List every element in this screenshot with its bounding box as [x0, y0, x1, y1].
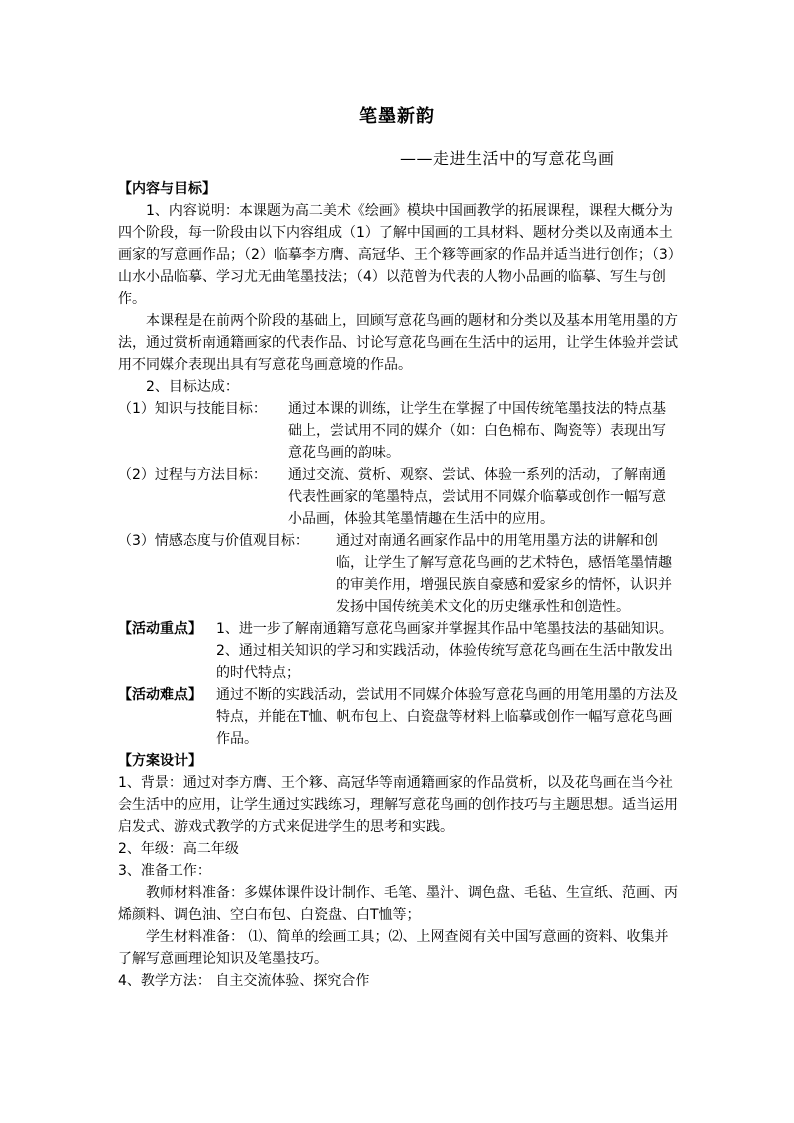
plan-grade: 2、年级：高二年级: [118, 841, 239, 857]
plan-teacher-prep: 教师材料准备：多媒体课件设计制作、毛笔、墨汁、调色盘、毛毡、生宣纸、范画、丙烯颜料、调色油、空白布包、白瓷盘、白T恤等；: [118, 885, 678, 923]
goal-knowledge-skills: [118, 398, 678, 464]
document-title: 笔墨新韵: [359, 106, 435, 127]
document-body: [118, 178, 678, 992]
key-points-section: [118, 618, 678, 684]
key-point-item: 1、进一步了解南通籍写意花鸟画家并掌握其作品中笔墨技法的基础知识。: [216, 621, 673, 637]
section-heading-plan: 【方案设计】: [118, 753, 202, 769]
goals-title: 2、目标达成：: [146, 379, 239, 395]
section-heading-key-points: 【活动重点】: [118, 621, 202, 637]
plan-methods: 4、教学方法： 自主交流体验、探究合作: [118, 973, 370, 989]
goal-text: 通过本课的训练，让学生在掌握了中国传统笔墨技法的特点基础上，尝试用不同的媒介（如：白色棉布、陶瓷等）表现出写意花鸟画的韵味。: [288, 401, 666, 461]
plan-student-prep: 学生材料准备： ⑴、简单的绘画工具；⑵、上网查阅有关中国写意画的资料、收集并了解写意画理论知识及笔墨技巧。: [118, 929, 669, 967]
goal-emotion-values: [118, 530, 678, 618]
section-heading-difficulties: 【活动难点】: [118, 687, 202, 703]
plan-prep-title: 3、准备工作：: [118, 863, 211, 879]
content-description-paragraph: 1、内容说明：本课题为高二美术《绘画》模块中国画教学的拓展课程，课程大概分为四个阶段，每一阶段由以下内容组成（1）了解中国画的工具材料、题材分类以及南通本土画家的写意画作品；（2）临摹李方膺、高冠华、王个簃等画家的作品并适当进行创作；（3）山水小品临摹、学习尤无曲笔墨技法；（4）以范曾为代表的人物小品画的临摹、写生与创作。: [118, 203, 675, 307]
goal-label: （3）情感态度与价值观目标：: [118, 533, 309, 549]
course-overview-paragraph: 本课程是在前两个阶段的基础上，回顾写意花鸟画的题材和分类以及基本用笔用墨的方法，通过赏析南通籍画家的代表作品、讨论写意花鸟画在生活中的运用，让学生体验并尝试用不同媒介表现出具有写意花鸟画意境的作品。: [118, 313, 678, 373]
goal-text: 通过对南通名画家作品中的用笔用墨方法的讲解和创临，让学生了解写意花鸟画的艺术特色，感悟笔墨情趣的审美作用，增强民族自豪感和爱家乡的情怀，认识并发扬中国传统美术文化的历史继承性和创造性。: [336, 533, 672, 615]
document-subtitle: ——走进生活中的写意花鸟画: [400, 149, 615, 168]
goal-label: （1）知识与技能目标：: [118, 401, 267, 417]
section-heading-content-goals: 【内容与目标】: [118, 181, 216, 197]
goal-process-methods: [118, 464, 678, 530]
key-point-item: 2、通过相关知识的学习和实践活动，体验传统写意花鸟画在生活中散发出的时代特点；: [216, 643, 673, 681]
difficulties-text: 通过不断的实践活动，尝试用不同媒介体验写意花鸟画的用笔用墨的方法及特点，并能在T恤、帆布包上、白瓷盘等材料上临摹或创作一幅写意花鸟画作品。: [216, 687, 678, 747]
goal-label: （2）过程与方法目标：: [118, 467, 267, 483]
goal-text: 通过交流、赏析、观察、尝试、体验一系列的活动，了解南通代表性画家的笔墨特点，尝试用不同媒介临摹或创作一幅写意小品画，体验其笔墨情趣在生活中的应用。: [288, 467, 666, 527]
plan-background: 1、背景：通过对李方膺、王个簃、高冠华等南通籍画家的作品赏析，以及花鸟画在当今社会生活中的应用，让学生通过实践练习，理解写意花鸟画的创作技巧与主题思想。适当运用启发式、游戏式教学的方式来促进学生的思考和实践。: [118, 775, 678, 835]
difficulties-section: [118, 684, 678, 750]
